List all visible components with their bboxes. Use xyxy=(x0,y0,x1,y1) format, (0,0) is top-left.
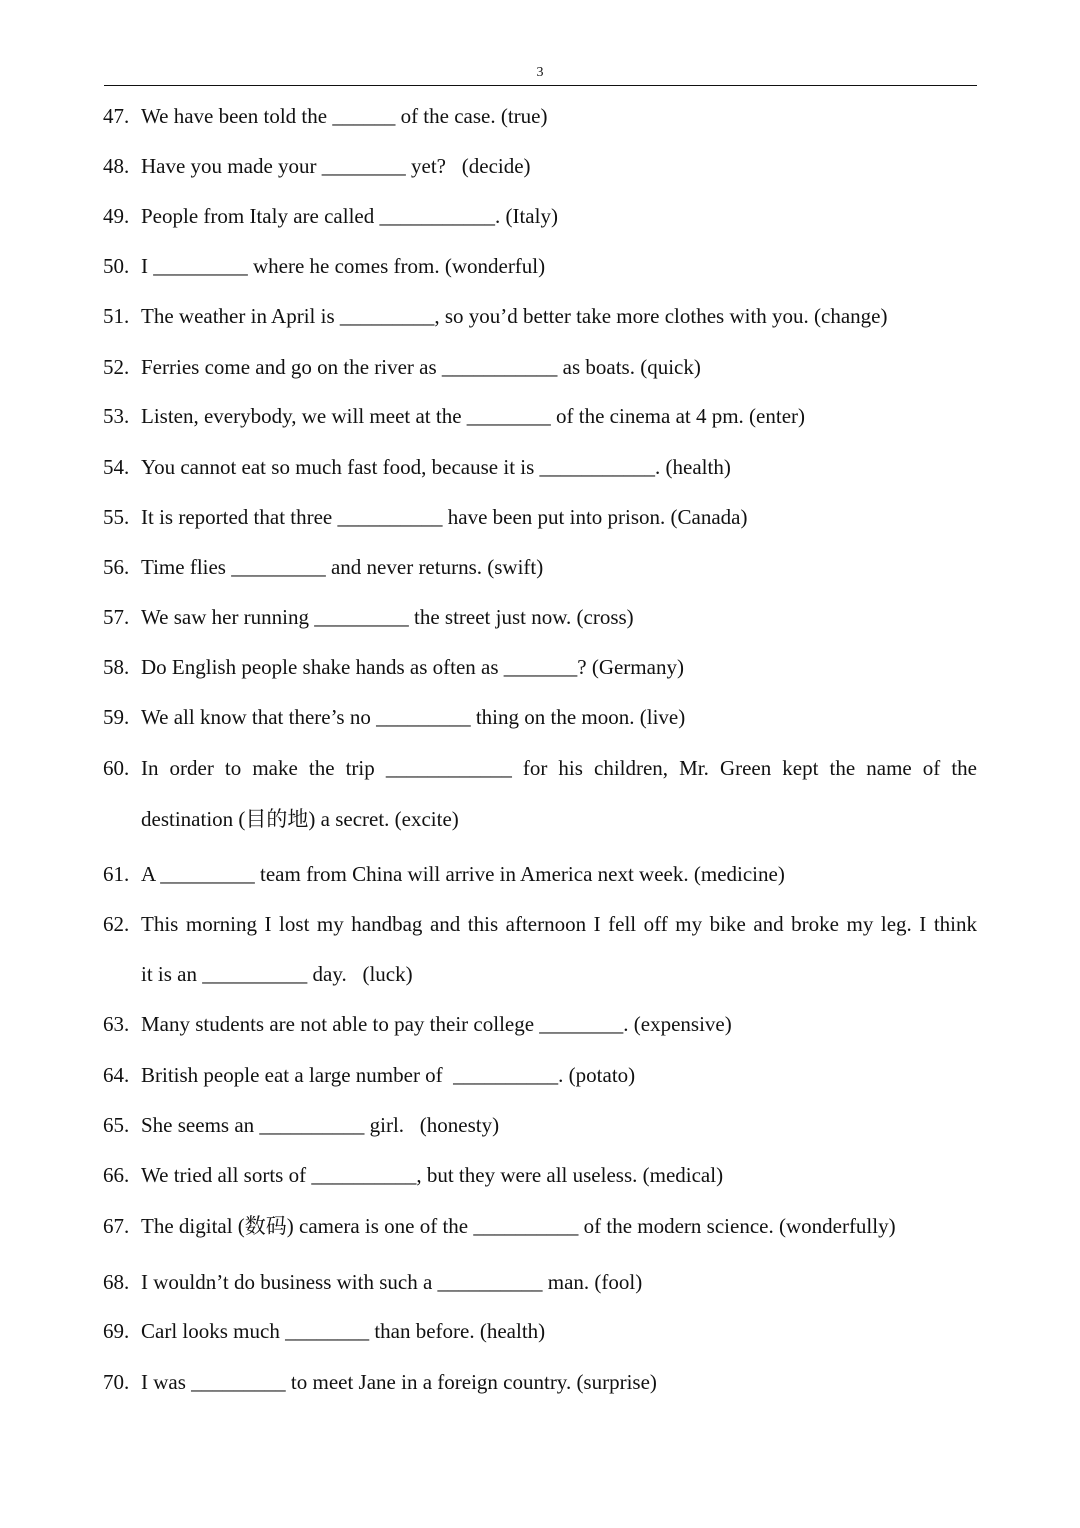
question-number: 66. xyxy=(103,1163,130,1187)
question-text: Carl looks much ________ than before. (health) xyxy=(141,1319,546,1343)
question-text-line-2: destination (目的地) a secret. (excite) xyxy=(141,807,459,831)
question-number: 60. xyxy=(103,756,130,780)
question-text: I was _________ to meet Jane in a foreign country. (surprise) xyxy=(141,1370,657,1394)
question-text: Listen, everybody, we will meet at the ________ of the cinema at 4 pm. (enter) xyxy=(141,404,806,428)
question-number: 58. xyxy=(103,655,130,679)
question-text: We tried all sorts of __________, but they were all useless. (medical) xyxy=(141,1163,724,1187)
question-number: 64. xyxy=(103,1063,130,1087)
question-text: The digital (数码) camera is one of the __________ of the modern science. (wonderfully) xyxy=(141,1214,896,1238)
question-number: 61. xyxy=(103,862,130,886)
question-text: Ferries come and go on the river as ___________ as boats. (quick) xyxy=(141,355,701,379)
question-number: 68. xyxy=(103,1270,130,1294)
question-text: British people eat a large number of __________. (potato) xyxy=(141,1063,636,1087)
question-number: 47. xyxy=(103,104,130,128)
question-number: 54. xyxy=(103,455,130,479)
question-text: The weather in April is _________, so you’d better take more clothes with you. (change) xyxy=(141,304,888,328)
question-number: 52. xyxy=(103,355,130,379)
question-number: 70. xyxy=(103,1370,130,1394)
question-text: You cannot eat so much fast food, because it is ___________. (health) xyxy=(141,455,731,479)
question-text: Have you made your ________ yet? (decide) xyxy=(141,154,531,178)
question-text: I _________ where he comes from. (wonderful) xyxy=(141,254,546,278)
question-62 xyxy=(103,912,977,992)
question-text: We have been told the ______ of the case. (true) xyxy=(141,104,548,128)
page-number: 3 xyxy=(536,65,544,80)
question-number: 57. xyxy=(103,605,130,629)
question-number: 65. xyxy=(103,1113,130,1137)
question-60 xyxy=(103,756,977,836)
question-text: We all know that there’s no _________ thing on the moon. (live) xyxy=(141,705,686,729)
question-text-line-1: This morning I lost my handbag and this afternoon I fell off my bike and broke my leg. I think xyxy=(141,912,977,936)
question-text: She seems an __________ girl. (honesty) xyxy=(141,1113,500,1137)
question-number: 69. xyxy=(103,1319,130,1343)
question-number: 53. xyxy=(103,404,130,428)
question-text: A _________ team from China will arrive in America next week. (medicine) xyxy=(141,862,785,886)
question-number: 55. xyxy=(103,505,130,529)
question-text: Do English people shake hands as often as _______? (Germany) xyxy=(141,655,684,679)
question-text: People from Italy are called ___________. (Italy) xyxy=(141,204,558,228)
question-number: 59. xyxy=(103,705,130,729)
question-number: 67. xyxy=(103,1214,130,1238)
question-text: Many students are not able to pay their college ________. (expensive) xyxy=(141,1012,732,1036)
question-number: 49. xyxy=(103,204,130,228)
question-text-line-2: it is an __________ day. (luck) xyxy=(141,962,413,986)
question-text: Time flies _________ and never returns. (swift) xyxy=(141,555,544,579)
question-number: 63. xyxy=(103,1012,130,1036)
question-text: We saw her running _________ the street just now. (cross) xyxy=(141,605,634,629)
question-text: I wouldn’t do business with such a __________ man. (fool) xyxy=(141,1270,643,1294)
question-number: 48. xyxy=(103,154,130,178)
header-rule xyxy=(104,85,977,86)
question-number: 51. xyxy=(103,304,130,328)
question-number: 50. xyxy=(103,254,130,278)
question-number: 56. xyxy=(103,555,130,579)
question-text: It is reported that three __________ have been put into prison. (Canada) xyxy=(141,505,748,529)
question-number: 62. xyxy=(103,912,130,936)
question-text-line-1: In order to make the trip ____________ for his children, Mr. Green kept the name of the xyxy=(141,756,977,780)
